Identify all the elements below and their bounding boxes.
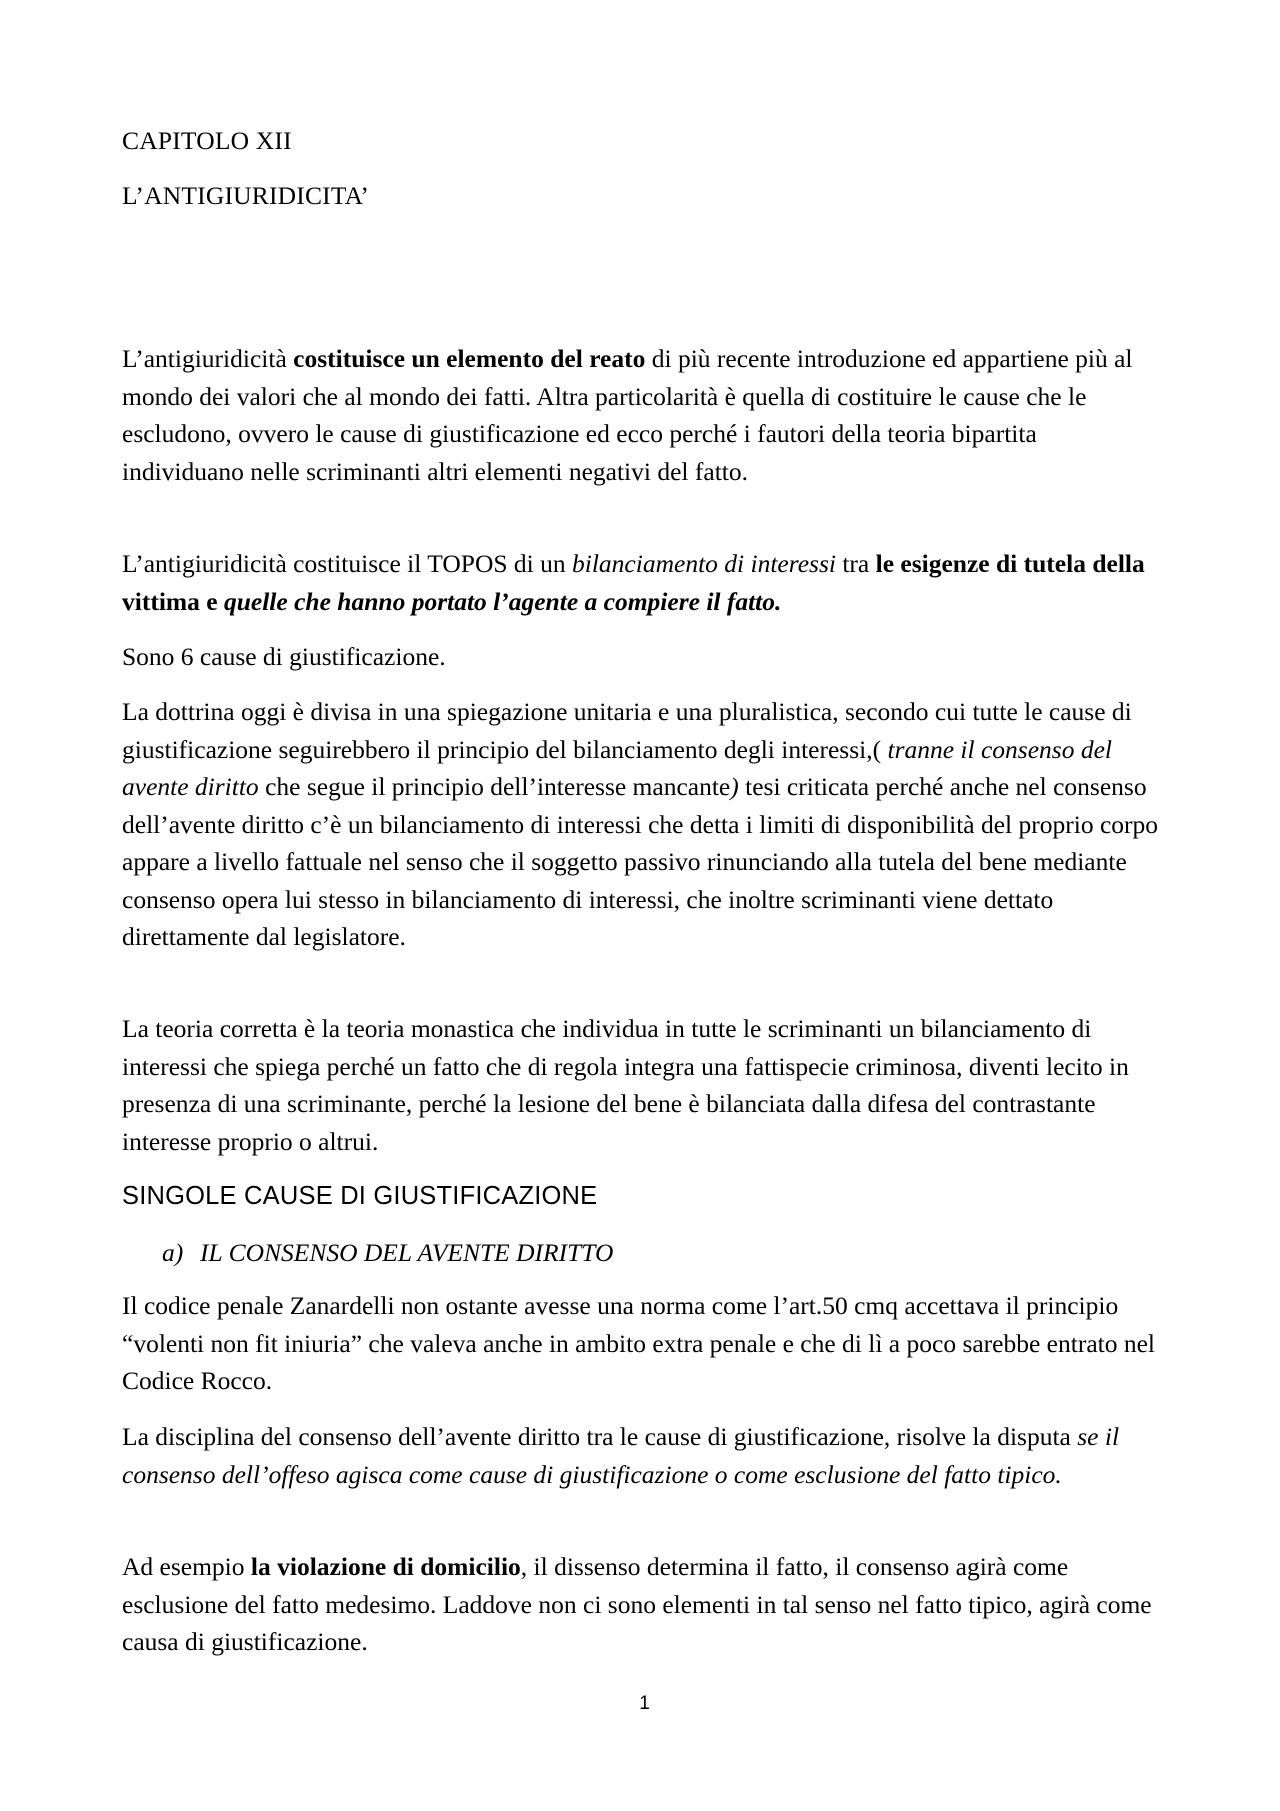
paragraph-topos-bold-italic: quelle che hanno portato l’agente a compiere il fatto.	[223, 586, 782, 616]
paragraph-theory	[122, 1010, 1162, 1160]
chapter-number: CAPITOLO XII	[122, 126, 292, 155]
list-item-consent	[162, 1234, 613, 1272]
paragraph-intro-text-c: di più recente introduzione ed appartiene più al mondo dei valori che al mondo dei fatti. Altra particolarità è quella di costituire le cause che le escludono, ovvero le cause di giustificazione ed ecco perché i fautori della teoria bipartita individuano nelle scriminanti altri elementi negativi del fatto.	[122, 344, 1133, 486]
paragraph-discipline-italic: se il consenso dell’offeso agisca come cause di giustificazione o come esclusione del fatto tipico.	[122, 1422, 1120, 1489]
paragraph-topos-italic: bilanciamento di interessi	[572, 549, 836, 578]
section-title: SINGOLE CAUSE DI GIUSTIFICAZIONE	[122, 1182, 598, 1210]
list-item-title: IL CONSENSO DEL AVENTE DIRITTO	[200, 1238, 614, 1267]
paragraph-intro-text-a: L’antigiuridicità	[122, 344, 294, 373]
paragraph-doctrine	[122, 693, 1162, 956]
paragraph-topos-text-a: L’antigiuridicità costituisce il TOPOS di un	[122, 549, 573, 578]
page-number: 1	[639, 1693, 650, 1714]
paragraph-example-text-c: , il dissenso determina il fatto, il consenso agirà come esclusione del fatto medesimo. Laddove non ci sono elementi in tal senso nel fatto tipico, agirà come causa di giustificazione.	[122, 1552, 1152, 1656]
paragraph-intro	[122, 340, 1162, 490]
paragraph-discipline-text-a: La disciplina del consenso dell’avente diritto tra le cause di giustificazione, risolve la disputa	[122, 1422, 1078, 1451]
paragraph-count-text: Sono 6 cause di giustificazione.	[122, 642, 446, 671]
paragraph-example	[122, 1548, 1162, 1661]
paragraph-count	[122, 638, 1162, 676]
paragraph-zanardelli-text: Il codice penale Zanardelli non ostante avesse una norma come l’art.50 cmq accettava il principio “volenti non fit iniuria” che valeva anche in ambito extra penale e che di lì a poco sarebbe entrato nel Codice Rocco.	[122, 1291, 1156, 1395]
paragraph-topos	[122, 545, 1162, 620]
list-item-marker: a)	[162, 1238, 184, 1267]
paragraph-doctrine-italic-paren: )	[730, 772, 739, 801]
paragraph-theory-text: La teoria corretta è la teoria monastica che individua in tutte le scriminanti un bilanciamento di interessi che spiega perché un fatto che di regola integra una fattispecie criminosa, diventi lecito in presenza di una scriminante, perché la lesione del bene è bilanciata dalla difesa del contrastante interesse proprio o altrui.	[122, 1014, 1129, 1156]
paragraph-doctrine-text-e: tesi criticata perché anche nel consenso dell’avente diritto c’è un bilanciamento di interessi che detta i limiti di disponibilità del proprio corpo appare a livello fattuale nel senso che il soggetto passivo rinunciando alla tutela del bene mediante consenso opera lui stesso in bilanciamento di interessi, che inoltre scriminanti viene dettato direttamente dal legislatore.	[122, 772, 1159, 951]
paragraph-discipline	[122, 1418, 1162, 1493]
paragraph-example-bold: la violazione di domicilio	[250, 1552, 521, 1581]
paragraph-doctrine-text-a: La dottrina oggi è divisa in una spiegazione unitaria e una pluralistica, secondo cui tutte le cause di giustificazione seguirebbero il principio del bilanciamento degli interessi,(	[122, 697, 1132, 764]
paragraph-example-text-a: Ad esempio	[122, 1552, 251, 1581]
paragraph-topos-text-c: tra	[835, 549, 876, 578]
paragraph-zanardelli	[122, 1287, 1162, 1400]
paragraph-topos-bold: le esigenze di tutela della vittima e	[122, 549, 1145, 616]
chapter-title: L’ANTIGIURIDICITA’	[122, 181, 370, 210]
paragraph-intro-bold: costituisce un elemento del reato	[293, 344, 646, 373]
paragraph-doctrine-italic: tranne il consenso del avente diritto	[122, 734, 1112, 801]
paragraph-doctrine-text-c: che segue il principio dell’interesse mancante	[258, 772, 731, 801]
